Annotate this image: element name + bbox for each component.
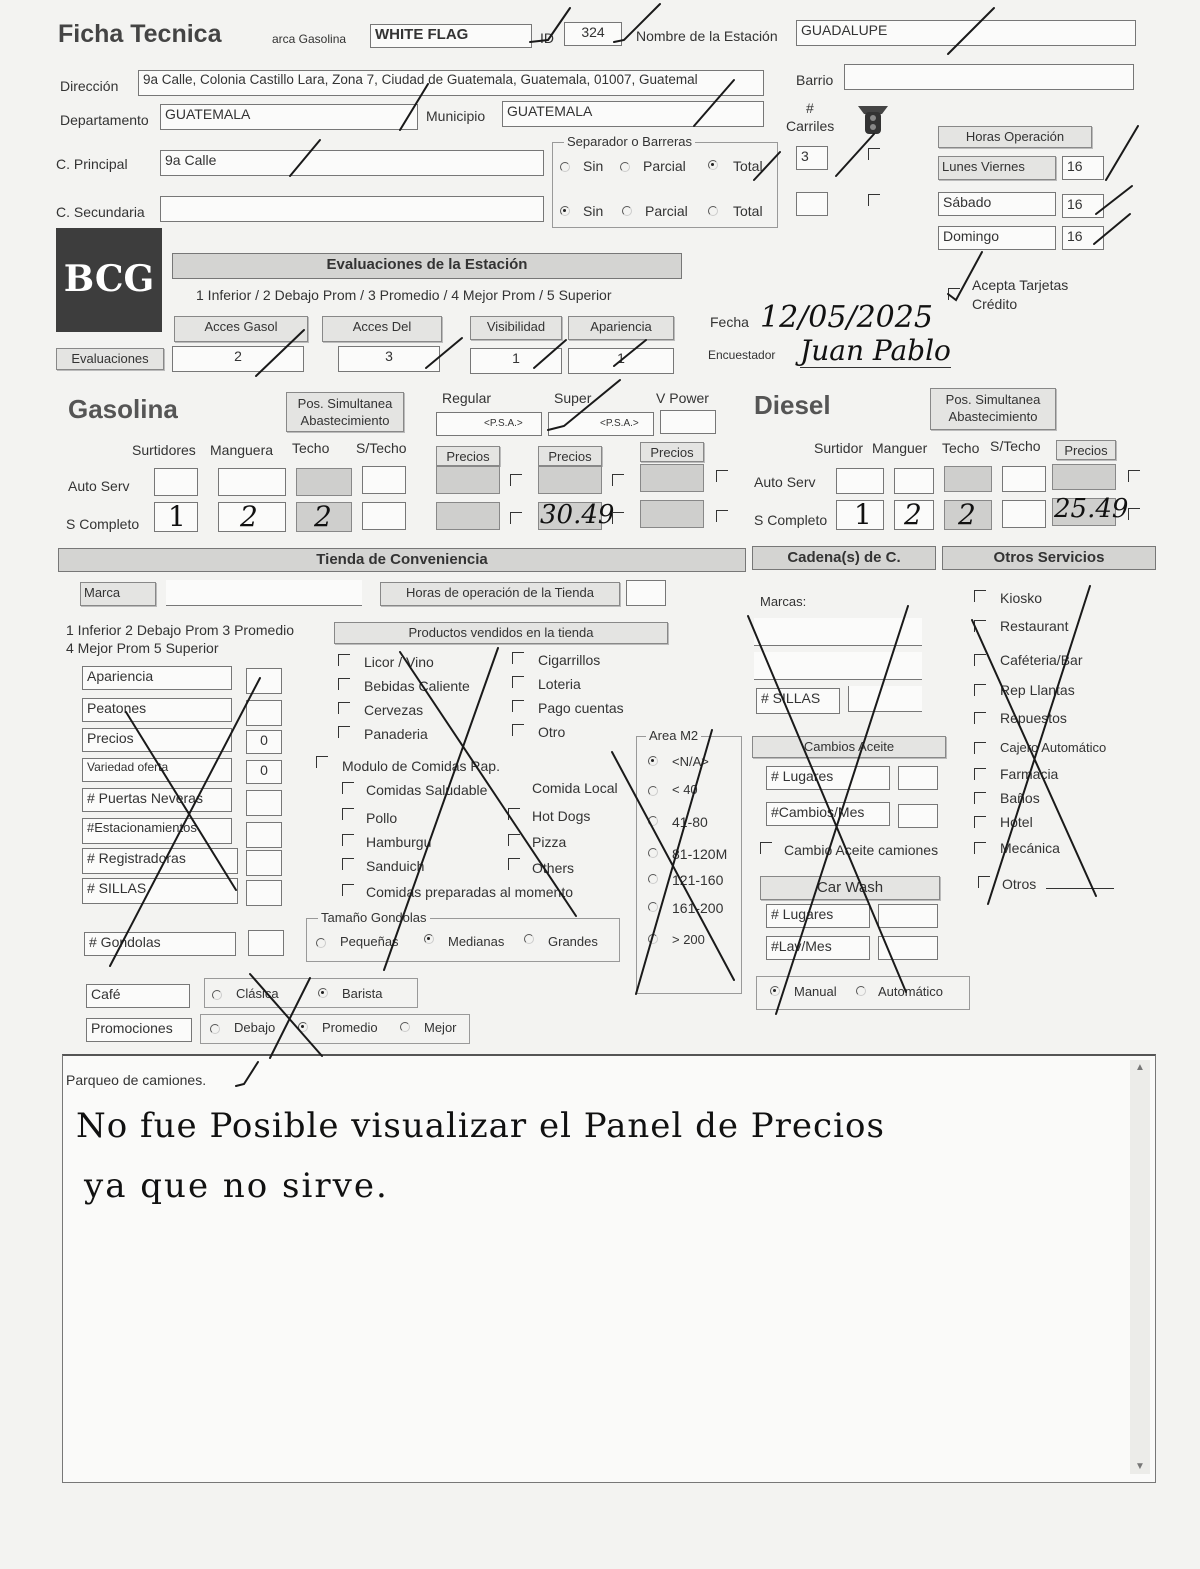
- carwash-manual-label: Manual: [794, 984, 837, 999]
- horas-lunes-label: Lunes Viernes: [938, 156, 1056, 180]
- diesel-col-manguer: Manguer: [872, 440, 928, 456]
- otros-otros-label: Otros: [1002, 876, 1037, 892]
- cadena-marcas-label: Marcas:: [760, 594, 807, 609]
- otros-mecanica-label: Mecánica: [1000, 840, 1060, 856]
- prod-otro-check[interactable]: [512, 724, 524, 736]
- promociones-label: Promociones: [86, 1018, 192, 1042]
- tienda-horas-field[interactable]: [626, 580, 666, 606]
- eval-visibilidad-label: Visibilidad: [470, 316, 562, 340]
- diesel-auto-precio[interactable]: [1052, 464, 1116, 490]
- comida-hotdogs-check[interactable]: [508, 808, 520, 820]
- area-200-label: > 200: [672, 932, 705, 947]
- otros-llantas-label: Rep Llantas: [1000, 682, 1075, 698]
- comida-hotdogs-label: Hot Dogs: [532, 808, 591, 824]
- rating-precios-label: Precios: [82, 728, 232, 752]
- gas-auto-precio-vpower[interactable]: [640, 464, 704, 492]
- gas-precios-vpower-label: Precios: [640, 442, 704, 462]
- diesel-sc-stecho[interactable]: [1002, 500, 1046, 528]
- gas-sc-super-check[interactable]: [612, 512, 624, 524]
- promo-debajo-label: Debajo: [234, 1020, 276, 1035]
- gas-pos-sim-label: Pos. Simultanea Abastecimiento: [286, 392, 404, 432]
- direccion-field[interactable]: 9a Calle, Colonia Castillo Lara, Zona 7, Ciudad de Guatemala, Guatemala, 01007, Guatemal: [138, 70, 764, 96]
- diesel-auto-surtidor[interactable]: [836, 468, 884, 494]
- carwash-manual-radio[interactable]: [770, 986, 780, 996]
- area-161-200-radio[interactable]: [648, 902, 658, 912]
- direccion-label: Dirección: [60, 78, 119, 94]
- diesel-col-stecho: S/Techo: [990, 438, 1041, 454]
- evaluaciones-header: Evaluaciones de la Estación: [172, 253, 682, 279]
- modulo-comidas-check[interactable]: [316, 756, 328, 768]
- eval-acces-gasol-field[interactable]: 2: [172, 346, 304, 372]
- prod-pago-label: Pago cuentas: [538, 700, 624, 716]
- gas-auto-vpower-check[interactable]: [716, 470, 728, 482]
- rating-peatones-label: Peatones: [82, 698, 232, 722]
- prod-licor-label: Licor / Vino: [364, 654, 434, 670]
- departamento-field[interactable]: GUATEMALA: [160, 104, 418, 130]
- sep-r2-parcial-radio[interactable]: [622, 206, 632, 216]
- otros-llantas-check[interactable]: [974, 684, 986, 696]
- eval-acces-gasol-label: Acces Gasol: [174, 316, 308, 342]
- prod-cigarrillos-check[interactable]: [512, 652, 524, 664]
- otros-restaurant-label: Restaurant: [1000, 618, 1069, 634]
- horas-sabado-field[interactable]: 16: [1062, 194, 1104, 218]
- tick-mark: [1106, 126, 1138, 180]
- diesel-sc-surtidor-value: 1: [854, 498, 872, 531]
- otros-hotel-check[interactable]: [974, 816, 986, 828]
- area-na-radio[interactable]: [648, 756, 658, 766]
- tienda-marca-field[interactable]: [166, 580, 362, 606]
- psa-regular-label: <P.S.A.>: [484, 418, 523, 429]
- promo-debajo-radio[interactable]: [210, 1024, 220, 1034]
- rating-precios-field[interactable]: 0: [246, 730, 282, 754]
- tienda-header: Tienda de Conveniencia: [58, 548, 746, 572]
- gas-col-stecho: S/Techo: [356, 440, 407, 456]
- gas-auto-stecho[interactable]: [362, 466, 406, 494]
- gas-auto-serv-label: Auto Serv: [68, 478, 130, 494]
- horas-operacion-header: Horas Operación: [938, 126, 1092, 148]
- sep-r1-total-label: Total: [733, 158, 763, 174]
- otros-repuestos-check[interactable]: [974, 712, 986, 724]
- gas-col-techo: Techo: [292, 440, 330, 456]
- nombre-field[interactable]: GUADALUPE: [796, 20, 1136, 46]
- eval-acces-del-field[interactable]: 3: [338, 346, 440, 372]
- prod-otro-label: Otro: [538, 724, 566, 740]
- sep-r2-sin-radio[interactable]: [560, 206, 570, 216]
- area-na-label: <N/A>: [672, 754, 709, 769]
- prod-cervezas-check[interactable]: [338, 702, 350, 714]
- comida-others-check[interactable]: [508, 858, 520, 870]
- diesel-col-precios: Precios: [1056, 440, 1116, 460]
- cadena-marcas-field-2[interactable]: [754, 652, 922, 680]
- prod-bebidas-label: Bebidas Caliente: [364, 678, 470, 694]
- diesel-auto-manguer[interactable]: [894, 468, 934, 494]
- c-secundaria-field[interactable]: [160, 196, 544, 222]
- tienda-marca-label: Marca: [80, 582, 156, 606]
- otros-kiosko-label: Kiosko: [1000, 590, 1043, 606]
- bcg-logo: [56, 228, 162, 332]
- gondola-grandes-radio[interactable]: [524, 934, 534, 944]
- otros-cajero-check[interactable]: [974, 742, 986, 754]
- gas-sc-techo-value: 2: [314, 500, 332, 533]
- rating-registradoras-field[interactable]: [246, 850, 282, 876]
- productos-header: Productos vendidos en la tienda: [334, 622, 668, 644]
- prod-licor-check[interactable]: [338, 654, 350, 666]
- prod-loteria-label: Loteria: [538, 676, 581, 692]
- prod-pago-check[interactable]: [512, 700, 524, 712]
- municipio-label: Municipio: [426, 108, 486, 124]
- gas-s-completo-label: S Completo: [66, 516, 140, 532]
- rating-sillas-field[interactable]: [246, 880, 282, 906]
- tienda-scale-2: 4 Mejor Prom 5 Superior: [66, 640, 219, 656]
- cambios-mes-label: #Cambios/Mes: [766, 802, 890, 826]
- area-121-160-radio[interactable]: [648, 874, 658, 884]
- sep-r1-parcial-radio[interactable]: [620, 162, 630, 172]
- horas-sabado-label: Sábado: [938, 192, 1056, 216]
- carwash-automatico-label: Automático: [878, 984, 944, 999]
- comments-handwritten-1: No fue Posible visualizar el Panel de Precios: [76, 1106, 885, 1146]
- cafe-clasica-label: Clásica: [236, 986, 279, 1001]
- modulo-comidas-label: Modulo de Comidas Rap.: [342, 758, 500, 774]
- carriles-check-1[interactable]: [868, 148, 880, 160]
- comida-pizza-label: Pizza: [532, 834, 567, 850]
- eval-acces-del-label: Acces Del: [322, 316, 442, 342]
- otros-restaurant-check[interactable]: [974, 620, 986, 632]
- carwash-lugares-label: # Lugares: [766, 904, 870, 928]
- rating-estacionamientos-field[interactable]: [246, 822, 282, 848]
- barrio-label: Barrio: [796, 72, 834, 88]
- rating-apariencia-label: Apariencia: [82, 666, 232, 690]
- gas-precios-super-label: Precios: [538, 446, 602, 466]
- diesel-sc-precio-value: 25.49: [1054, 494, 1129, 524]
- cadena-sillas-field[interactable]: [848, 686, 922, 712]
- bcg-logo-text: BCG: [63, 258, 155, 300]
- diesel-auto-check[interactable]: [1128, 470, 1140, 482]
- scroll-down-icon[interactable]: ▼: [1135, 1461, 1145, 1472]
- eval-apariencia-field[interactable]: 1: [568, 348, 674, 374]
- promo-mejor-label: Mejor: [424, 1020, 457, 1035]
- grade-regular-label: Regular: [442, 390, 492, 406]
- comments-handwritten-2: ya que no sirve.: [84, 1166, 389, 1206]
- horas-domingo-field[interactable]: 16: [1062, 226, 1104, 250]
- marca-label: arca Gasolina: [272, 32, 347, 46]
- gas-sc-vpower-check[interactable]: [716, 510, 728, 522]
- tienda-scale-1: 1 Inferior 2 Debajo Prom 3 Promedio: [66, 622, 294, 638]
- rating-puertas-field[interactable]: [246, 790, 282, 816]
- sep-r1-total-radio[interactable]: [708, 160, 718, 170]
- diesel-title: Diesel: [754, 390, 831, 420]
- carriles-field-2[interactable]: [796, 192, 828, 216]
- eval-visibilidad-field[interactable]: 1: [470, 348, 562, 374]
- rating-registradoras-label: # Registradoras: [82, 848, 238, 874]
- gas-auto-precio-super[interactable]: [538, 466, 602, 494]
- sep-r1-sin-radio[interactable]: [560, 162, 570, 172]
- id-field[interactable]: 324: [564, 22, 622, 46]
- gas-sc-precio-vpower[interactable]: [640, 500, 704, 528]
- rating-puertas-label: # Puertas Neveras: [82, 788, 232, 812]
- rating-variedad-label: Variedad oferta: [82, 758, 232, 782]
- gas-auto-surtidores[interactable]: [154, 468, 198, 496]
- gas-col-surtidores: Surtidores: [132, 442, 196, 458]
- carwash-automatico-radio[interactable]: [856, 986, 866, 996]
- cafe-barista-radio[interactable]: [318, 988, 328, 998]
- rating-variedad-field[interactable]: 0: [246, 760, 282, 784]
- marca-field[interactable]: WHITE FLAG: [370, 24, 532, 48]
- carwash-header: Car Wash: [760, 876, 940, 900]
- fecha-label: Fecha: [710, 314, 749, 330]
- carriles-check-2[interactable]: [868, 194, 880, 206]
- otros-header: Otros Servicios: [942, 546, 1156, 570]
- diesel-s-completo-label: S Completo: [754, 512, 828, 528]
- psa-super-label: <P.S.A.>: [600, 418, 639, 429]
- rating-estacionamientos-label: #Estacionamientos: [82, 818, 232, 844]
- acepta-tarjetas-checkbox[interactable]: [948, 288, 960, 300]
- otros-farmacia-label: Farmacia: [1000, 766, 1059, 782]
- otros-cajero-label: Cajero Automático: [1000, 740, 1107, 755]
- rating-sillas-label: # SILLAS: [82, 878, 238, 904]
- sep-r2-parcial-label: Parcial: [645, 203, 688, 219]
- cambio-camiones-check[interactable]: [760, 842, 772, 854]
- area-41-80-radio[interactable]: [648, 816, 658, 826]
- rating-gondolas-label: # Gondolas: [84, 932, 236, 956]
- comida-saludable-check[interactable]: [342, 782, 354, 794]
- promo-promedio-radio[interactable]: [298, 1022, 308, 1032]
- id-label: ID: [540, 30, 554, 46]
- promo-mejor-radio[interactable]: [400, 1022, 410, 1032]
- comida-pollo-label: Pollo: [366, 810, 398, 826]
- tienda-horas-label: Horas de operación de la Tienda: [380, 582, 620, 606]
- diesel-auto-techo[interactable]: [944, 466, 992, 492]
- comida-saludable-label: Comidas Saludable: [366, 782, 488, 798]
- prod-panaderia-label: Panaderia: [364, 726, 428, 742]
- sep-r2-total-label: Total: [733, 203, 763, 219]
- gas-sc-surtidores-value: 1: [168, 500, 186, 533]
- promo-promedio-label: Promedio: [322, 1020, 378, 1035]
- encuestador-value[interactable]: Juan Pablo: [800, 334, 951, 367]
- gondola-grandes-label: Grandes: [548, 934, 598, 949]
- area-161-200-label: 161-200: [672, 900, 724, 916]
- rating-peatones-field[interactable]: [246, 700, 282, 726]
- diesel-sc-manguer-value: 2: [904, 498, 922, 531]
- scroll-up-icon[interactable]: ▲: [1135, 1062, 1145, 1073]
- area-200-radio[interactable]: [648, 934, 658, 944]
- gas-sc-regular-check[interactable]: [510, 512, 522, 524]
- gas-auto-precio-regular[interactable]: [436, 466, 500, 494]
- otros-cafeteria-label: Caféteria/Bar: [1000, 652, 1083, 668]
- comida-sanduich-check[interactable]: [342, 858, 354, 870]
- diesel-col-surtidor: Surtidor: [814, 440, 864, 456]
- gondola-medianas-label: Medianas: [448, 934, 505, 949]
- separador-title: Separador o Barreras: [564, 134, 695, 149]
- grade-vpower-label: V Power: [656, 390, 709, 406]
- carwash-lav-label: #Lav/Mes: [766, 936, 870, 960]
- otros-kiosko-check[interactable]: [974, 590, 986, 602]
- cadena-header: Cadena(s) de C.: [752, 546, 936, 570]
- carwash-lav-field[interactable]: [878, 936, 938, 960]
- gas-precios-regular-label: Precios: [436, 446, 500, 466]
- evaluaciones-scale: 1 Inferior / 2 Debajo Prom / 3 Promedio / 4 Mejor Prom / 5 Superior: [196, 287, 612, 303]
- sep-r1-sin-label: Sin: [583, 158, 604, 174]
- cafe-label: Café: [86, 984, 190, 1008]
- encuestador-label: Encuestador: [708, 348, 776, 362]
- area-40-label: < 40: [672, 782, 698, 797]
- gondola-pequenas-label: Pequeñas: [340, 934, 399, 949]
- diesel-pos-sim-label: Pos. Simultanea Abastecimiento: [930, 388, 1056, 430]
- otros-cafeteria-check[interactable]: [974, 654, 986, 666]
- departamento-label: Departamento: [60, 112, 149, 128]
- prod-bebidas-check[interactable]: [338, 678, 350, 690]
- comidas-preparadas-check[interactable]: [342, 884, 354, 896]
- gas-sc-stecho[interactable]: [362, 502, 406, 530]
- grade-super-label: Super: [554, 390, 592, 406]
- comida-local-label: Comida Local: [532, 780, 618, 796]
- comida-pollo-check[interactable]: [342, 808, 354, 820]
- otros-hotel-label: Hotel: [1000, 814, 1033, 830]
- carriles-label: Carriles: [786, 118, 835, 134]
- gondola-medianas-radio[interactable]: [424, 934, 434, 944]
- gas-sc-manguera-value: 2: [240, 500, 258, 533]
- otros-mecanica-check[interactable]: [974, 842, 986, 854]
- gasolina-title: Gasolina: [68, 394, 178, 424]
- nombre-label: Nombre de la Estación: [636, 28, 778, 44]
- gas-col-manguera: Manguera: [210, 442, 274, 458]
- area-title: Area M2: [646, 728, 701, 743]
- cadena-marcas-field-1[interactable]: [754, 618, 922, 646]
- gondolas-title: Tamaño Gondolas: [318, 910, 430, 925]
- prod-cigarrillos-label: Cigarrillos: [538, 652, 601, 668]
- acepta-tarjetas-label: Acepta Tarjetas Crédito: [972, 277, 1069, 312]
- area-41-80-label: 41-80: [672, 814, 708, 830]
- sep-r2-sin-label: Sin: [583, 203, 604, 219]
- diesel-sc-techo-value: 2: [958, 498, 976, 531]
- gas-auto-manguera[interactable]: [218, 468, 286, 496]
- area-81-120-label: 81-120M: [672, 846, 728, 862]
- cambios-aceite-header: Cambios Aceite: [752, 736, 946, 758]
- horas-lunes-field[interactable]: 16: [1062, 156, 1104, 180]
- c-secundaria-label: C. Secundaria: [56, 204, 145, 220]
- prod-loteria-check[interactable]: [512, 676, 524, 688]
- horas-domingo-label: Domingo: [938, 226, 1056, 250]
- comida-hamburgu-label: Hamburgu: [366, 834, 432, 850]
- diesel-col-techo: Techo: [942, 440, 980, 456]
- diesel-auto-serv-label: Auto Serv: [754, 474, 816, 490]
- gondola-pequenas-radio[interactable]: [316, 938, 326, 948]
- sep-r1-parcial-label: Parcial: [643, 158, 686, 174]
- cambios-lugares-field[interactable]: [898, 766, 938, 790]
- comments-typed: Parqueo de camiones.: [66, 1072, 207, 1088]
- barrio-field[interactable]: [844, 64, 1134, 90]
- gas-auto-super-check[interactable]: [612, 474, 624, 486]
- otros-otros-check[interactable]: [978, 876, 990, 888]
- comida-sanduich-label: Sanduich: [366, 858, 425, 874]
- fecha-value[interactable]: 12/05/2025: [760, 300, 933, 335]
- carwash-lugares-field[interactable]: [878, 904, 938, 928]
- eval-apariencia-label: Apariencia: [568, 316, 674, 340]
- otros-repuestos-label: Repuestos: [1000, 710, 1067, 726]
- area-121-160-label: 121-160: [672, 872, 724, 888]
- carriles-num-label: #: [806, 100, 814, 116]
- c-principal-label: C. Principal: [56, 156, 128, 172]
- diesel-sc-check[interactable]: [1128, 508, 1140, 520]
- area-40-radio[interactable]: [648, 786, 658, 796]
- otros-otros-line[interactable]: [1046, 888, 1114, 889]
- otros-banos-check[interactable]: [974, 792, 986, 804]
- eval-row-label: Evaluaciones: [56, 348, 164, 370]
- c-principal-field[interactable]: 9a Calle: [160, 150, 544, 176]
- comidas-preparadas-label: Comidas preparadas al momento: [366, 884, 573, 900]
- psa-vpower-field[interactable]: [660, 410, 716, 434]
- municipio-field[interactable]: GUATEMALA: [502, 101, 764, 127]
- comida-pizza-check[interactable]: [508, 834, 520, 846]
- rating-gondolas-field[interactable]: [248, 930, 284, 956]
- rating-apariencia-field[interactable]: [246, 668, 282, 694]
- diesel-auto-stecho[interactable]: [1002, 466, 1046, 492]
- traffic-light-icon: [856, 100, 890, 141]
- gas-sc-precio-super-value: 30.49: [540, 500, 615, 530]
- cambios-mes-field[interactable]: [898, 804, 938, 828]
- comida-hamburgu-check[interactable]: [342, 834, 354, 846]
- sep-r2-total-radio[interactable]: [708, 206, 718, 216]
- cafe-barista-label: Barista: [342, 986, 383, 1001]
- gas-auto-techo[interactable]: [296, 468, 352, 496]
- cambios-lugares-label: # Lugares: [766, 766, 890, 790]
- prod-panaderia-check[interactable]: [338, 726, 350, 738]
- gas-sc-precio-regular[interactable]: [436, 502, 500, 530]
- area-81-120-radio[interactable]: [648, 848, 658, 858]
- comida-others-label: Others: [532, 860, 575, 876]
- otros-farmacia-check[interactable]: [974, 768, 986, 780]
- cadena-sillas-label: # SILLAS: [756, 688, 840, 714]
- prod-cervezas-label: Cervezas: [364, 702, 424, 718]
- page-title: Ficha Tecnica: [58, 20, 222, 48]
- carriles-field-1[interactable]: 3: [796, 146, 828, 170]
- cafe-clasica-radio[interactable]: [212, 990, 222, 1000]
- area-group: [636, 736, 742, 994]
- otros-banos-label: Baños: [1000, 790, 1040, 806]
- comments-scrollbar[interactable]: [1130, 1060, 1150, 1474]
- cambio-camiones-label: Cambio Aceite camiones: [784, 842, 939, 858]
- gas-auto-regular-check[interactable]: [510, 474, 522, 486]
